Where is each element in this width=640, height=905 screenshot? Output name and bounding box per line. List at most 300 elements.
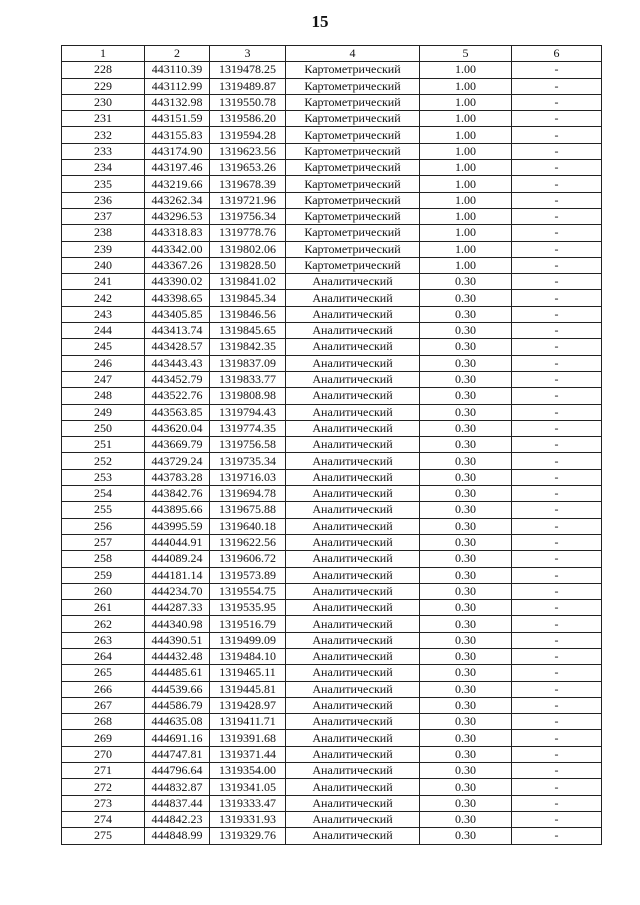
table-cell: 240 bbox=[62, 257, 145, 273]
table-row bbox=[62, 208, 602, 224]
table-cell: 444485.61 bbox=[145, 665, 210, 681]
table-cell: - bbox=[512, 730, 602, 746]
table-row bbox=[62, 600, 602, 616]
table-cell: 0.30 bbox=[420, 681, 512, 697]
table-cell: - bbox=[512, 795, 602, 811]
table-cell: Аналитический bbox=[286, 469, 420, 485]
table-cell: - bbox=[512, 811, 602, 827]
table-row bbox=[62, 697, 602, 713]
table-cell: 1319694.78 bbox=[210, 486, 286, 502]
table-cell: Аналитический bbox=[286, 371, 420, 387]
table-row bbox=[62, 616, 602, 632]
table-cell: 234 bbox=[62, 160, 145, 176]
table-cell: 1.00 bbox=[420, 257, 512, 273]
table-cell: 1319623.56 bbox=[210, 143, 286, 159]
table-cell: 443110.39 bbox=[145, 62, 210, 78]
table-cell: 0.30 bbox=[420, 746, 512, 762]
table-cell: 1319802.06 bbox=[210, 241, 286, 257]
table-cell: 444089.24 bbox=[145, 551, 210, 567]
table-cell: - bbox=[512, 274, 602, 290]
table-cell: 233 bbox=[62, 143, 145, 159]
table-cell: 1319489.87 bbox=[210, 78, 286, 94]
table-cell: 1319465.11 bbox=[210, 665, 286, 681]
table-cell: 254 bbox=[62, 486, 145, 502]
table-cell: 1319837.09 bbox=[210, 355, 286, 371]
table-cell: 1319845.65 bbox=[210, 323, 286, 339]
table-cell: - bbox=[512, 551, 602, 567]
table-cell: 443620.04 bbox=[145, 420, 210, 436]
table-cell: 238 bbox=[62, 225, 145, 241]
table-cell: - bbox=[512, 208, 602, 224]
table-cell: Аналитический bbox=[286, 632, 420, 648]
table-cell: Аналитический bbox=[286, 323, 420, 339]
table-cell: 229 bbox=[62, 78, 145, 94]
table-cell: 443112.99 bbox=[145, 78, 210, 94]
table-cell: 257 bbox=[62, 534, 145, 550]
table-cell: 1319828.50 bbox=[210, 257, 286, 273]
table-cell: - bbox=[512, 420, 602, 436]
table-cell: - bbox=[512, 111, 602, 127]
table-row bbox=[62, 62, 602, 78]
table-cell: 228 bbox=[62, 62, 145, 78]
table-cell: 269 bbox=[62, 730, 145, 746]
table-cell: - bbox=[512, 486, 602, 502]
table-body bbox=[62, 62, 602, 844]
table-cell: 0.30 bbox=[420, 616, 512, 632]
table-cell: - bbox=[512, 241, 602, 257]
table-cell: 232 bbox=[62, 127, 145, 143]
table-row bbox=[62, 469, 602, 485]
table-cell: 1319846.56 bbox=[210, 306, 286, 322]
column-header: 3 bbox=[210, 46, 286, 62]
table-row bbox=[62, 355, 602, 371]
table-cell: 0.30 bbox=[420, 665, 512, 681]
table-cell: Аналитический bbox=[286, 763, 420, 779]
table-cell: Картометрический bbox=[286, 241, 420, 257]
table-row bbox=[62, 746, 602, 762]
table-cell: 1319428.97 bbox=[210, 697, 286, 713]
table-cell: 265 bbox=[62, 665, 145, 681]
table-cell: 1.00 bbox=[420, 225, 512, 241]
table-cell: Картометрический bbox=[286, 94, 420, 110]
table-cell: 1.00 bbox=[420, 192, 512, 208]
table-cell: 0.30 bbox=[420, 632, 512, 648]
table-cell: 241 bbox=[62, 274, 145, 290]
table-cell: 0.30 bbox=[420, 469, 512, 485]
table-row bbox=[62, 437, 602, 453]
table-row bbox=[62, 388, 602, 404]
table-cell: Картометрический bbox=[286, 208, 420, 224]
table-cell: - bbox=[512, 632, 602, 648]
table-cell: - bbox=[512, 567, 602, 583]
table-cell: 444691.16 bbox=[145, 730, 210, 746]
table-cell: 245 bbox=[62, 339, 145, 355]
table-cell: - bbox=[512, 681, 602, 697]
table-cell: 0.30 bbox=[420, 763, 512, 779]
column-header: 5 bbox=[420, 46, 512, 62]
table-cell: 443296.53 bbox=[145, 208, 210, 224]
table-cell: Аналитический bbox=[286, 355, 420, 371]
table-cell: 1319606.72 bbox=[210, 551, 286, 567]
table-cell: Аналитический bbox=[286, 779, 420, 795]
table-cell: 443174.90 bbox=[145, 143, 210, 159]
table-row bbox=[62, 534, 602, 550]
table-cell: - bbox=[512, 746, 602, 762]
table-cell: - bbox=[512, 78, 602, 94]
column-header: 1 bbox=[62, 46, 145, 62]
table-cell: 444586.79 bbox=[145, 697, 210, 713]
table-cell: - bbox=[512, 290, 602, 306]
table-cell: Картометрический bbox=[286, 143, 420, 159]
table-cell: Картометрический bbox=[286, 111, 420, 127]
table-cell: 443197.46 bbox=[145, 160, 210, 176]
table-cell: Аналитический bbox=[286, 290, 420, 306]
table-cell: - bbox=[512, 404, 602, 420]
table-row bbox=[62, 241, 602, 257]
table-cell: Аналитический bbox=[286, 730, 420, 746]
table-row bbox=[62, 111, 602, 127]
table-cell: - bbox=[512, 518, 602, 534]
table-row bbox=[62, 795, 602, 811]
table-row bbox=[62, 632, 602, 648]
table-cell: 1319331.93 bbox=[210, 811, 286, 827]
table-cell: Аналитический bbox=[286, 453, 420, 469]
table-cell: 444044.91 bbox=[145, 534, 210, 550]
table-cell: 444747.81 bbox=[145, 746, 210, 762]
table-cell: - bbox=[512, 355, 602, 371]
table-cell: Аналитический bbox=[286, 714, 420, 730]
table-cell: 1.00 bbox=[420, 241, 512, 257]
table-cell: 443842.76 bbox=[145, 486, 210, 502]
table-cell: 0.30 bbox=[420, 274, 512, 290]
table-cell: - bbox=[512, 453, 602, 469]
table-cell: Аналитический bbox=[286, 518, 420, 534]
table-cell: 0.30 bbox=[420, 371, 512, 387]
table-cell: 0.30 bbox=[420, 453, 512, 469]
table-cell: 444390.51 bbox=[145, 632, 210, 648]
table-cell: 0.30 bbox=[420, 714, 512, 730]
table-cell: 1319716.03 bbox=[210, 469, 286, 485]
table-cell: 443452.79 bbox=[145, 371, 210, 387]
table-cell: 237 bbox=[62, 208, 145, 224]
table-cell: 244 bbox=[62, 323, 145, 339]
table-cell: Аналитический bbox=[286, 811, 420, 827]
table-cell: 443262.34 bbox=[145, 192, 210, 208]
table-row bbox=[62, 404, 602, 420]
table-cell: 258 bbox=[62, 551, 145, 567]
table-cell: 249 bbox=[62, 404, 145, 420]
table-cell: Аналитический bbox=[286, 828, 420, 844]
table-cell: 1319808.98 bbox=[210, 388, 286, 404]
table-cell: 1319756.58 bbox=[210, 437, 286, 453]
table-cell: 443783.28 bbox=[145, 469, 210, 485]
table-cell: 444432.48 bbox=[145, 648, 210, 664]
table-cell: - bbox=[512, 257, 602, 273]
table-cell: Картометрический bbox=[286, 78, 420, 94]
table-cell: 1319484.10 bbox=[210, 648, 286, 664]
table-cell: 1319341.05 bbox=[210, 779, 286, 795]
table-cell: 0.30 bbox=[420, 306, 512, 322]
table-cell: 263 bbox=[62, 632, 145, 648]
table-cell: 0.30 bbox=[420, 600, 512, 616]
table-cell: - bbox=[512, 306, 602, 322]
table-cell: 252 bbox=[62, 453, 145, 469]
table-cell: Аналитический bbox=[286, 681, 420, 697]
table-cell: 1319841.02 bbox=[210, 274, 286, 290]
table-cell: - bbox=[512, 583, 602, 599]
table-cell: 444539.66 bbox=[145, 681, 210, 697]
table-cell: Аналитический bbox=[286, 795, 420, 811]
table-cell: - bbox=[512, 94, 602, 110]
table-cell: Картометрический bbox=[286, 257, 420, 273]
column-header: 6 bbox=[512, 46, 602, 62]
table-cell: - bbox=[512, 600, 602, 616]
table-cell: 1319842.35 bbox=[210, 339, 286, 355]
table-cell: Аналитический bbox=[286, 583, 420, 599]
table-cell: 236 bbox=[62, 192, 145, 208]
table-cell: Аналитический bbox=[286, 648, 420, 664]
table-row bbox=[62, 143, 602, 159]
table-cell: 1319678.39 bbox=[210, 176, 286, 192]
table-cell: 1319594.28 bbox=[210, 127, 286, 143]
table-cell: 0.30 bbox=[420, 730, 512, 746]
table-cell: - bbox=[512, 648, 602, 664]
table-cell: - bbox=[512, 143, 602, 159]
table-cell: Аналитический bbox=[286, 306, 420, 322]
table-cell: - bbox=[512, 388, 602, 404]
table-cell: 1.00 bbox=[420, 62, 512, 78]
table-cell: 443895.66 bbox=[145, 502, 210, 518]
table-cell: 0.30 bbox=[420, 486, 512, 502]
table-row bbox=[62, 192, 602, 208]
table-cell: 0.30 bbox=[420, 290, 512, 306]
table-row bbox=[62, 257, 602, 273]
table-cell: 1.00 bbox=[420, 78, 512, 94]
table-cell: 1319371.44 bbox=[210, 746, 286, 762]
table-cell: - bbox=[512, 437, 602, 453]
table-cell: 0.30 bbox=[420, 388, 512, 404]
table-cell: 262 bbox=[62, 616, 145, 632]
table-row bbox=[62, 453, 602, 469]
table-cell: 256 bbox=[62, 518, 145, 534]
table-cell: 0.30 bbox=[420, 502, 512, 518]
table-cell: - bbox=[512, 62, 602, 78]
table-cell: 274 bbox=[62, 811, 145, 827]
table-cell: 250 bbox=[62, 420, 145, 436]
table-cell: 242 bbox=[62, 290, 145, 306]
table-cell: 270 bbox=[62, 746, 145, 762]
table-cell: 1.00 bbox=[420, 143, 512, 159]
table-cell: 268 bbox=[62, 714, 145, 730]
table-cell: 1319778.76 bbox=[210, 225, 286, 241]
table-cell: Аналитический bbox=[286, 388, 420, 404]
table-cell: 1319774.35 bbox=[210, 420, 286, 436]
table-cell: - bbox=[512, 763, 602, 779]
table-cell: - bbox=[512, 339, 602, 355]
table-cell: 443428.57 bbox=[145, 339, 210, 355]
table-cell: Аналитический bbox=[286, 665, 420, 681]
table-cell: 1.00 bbox=[420, 111, 512, 127]
table-cell: 443390.02 bbox=[145, 274, 210, 290]
column-header: 2 bbox=[145, 46, 210, 62]
table-cell: 0.30 bbox=[420, 355, 512, 371]
table-cell: 0.30 bbox=[420, 567, 512, 583]
table-cell: 1319354.00 bbox=[210, 763, 286, 779]
table-cell: 444796.64 bbox=[145, 763, 210, 779]
table-cell: - bbox=[512, 469, 602, 485]
table-cell: - bbox=[512, 323, 602, 339]
table-cell: 231 bbox=[62, 111, 145, 127]
table-cell: Картометрический bbox=[286, 192, 420, 208]
table-row bbox=[62, 828, 602, 844]
table-cell: 1319794.43 bbox=[210, 404, 286, 420]
table-row bbox=[62, 486, 602, 502]
table-row bbox=[62, 127, 602, 143]
table-row bbox=[62, 176, 602, 192]
table-row bbox=[62, 274, 602, 290]
table-cell: 246 bbox=[62, 355, 145, 371]
table-row bbox=[62, 583, 602, 599]
table-cell: Аналитический bbox=[286, 339, 420, 355]
table-row bbox=[62, 681, 602, 697]
table-cell: Аналитический bbox=[286, 534, 420, 550]
table-cell: 0.30 bbox=[420, 583, 512, 599]
table-cell: 443995.59 bbox=[145, 518, 210, 534]
table-cell: Аналитический bbox=[286, 600, 420, 616]
table-row bbox=[62, 420, 602, 436]
table-cell: Аналитический bbox=[286, 404, 420, 420]
table-cell: 261 bbox=[62, 600, 145, 616]
table-cell: 0.30 bbox=[420, 437, 512, 453]
table-cell: 0.30 bbox=[420, 648, 512, 664]
table-cell: 1319554.75 bbox=[210, 583, 286, 599]
table-cell: Аналитический bbox=[286, 437, 420, 453]
table-cell: 1319535.95 bbox=[210, 600, 286, 616]
table-cell: 1319333.47 bbox=[210, 795, 286, 811]
table-cell: - bbox=[512, 371, 602, 387]
table-cell: - bbox=[512, 665, 602, 681]
table-cell: 443405.85 bbox=[145, 306, 210, 322]
table-cell: 444234.70 bbox=[145, 583, 210, 599]
table-cell: - bbox=[512, 828, 602, 844]
table-row bbox=[62, 371, 602, 387]
table-cell: 271 bbox=[62, 763, 145, 779]
table-cell: 1319675.88 bbox=[210, 502, 286, 518]
table-cell: 443342.00 bbox=[145, 241, 210, 257]
table-cell: 1319550.78 bbox=[210, 94, 286, 110]
table-cell: Аналитический bbox=[286, 502, 420, 518]
table-cell: 1319478.25 bbox=[210, 62, 286, 78]
table-cell: Аналитический bbox=[286, 274, 420, 290]
table-cell: 443151.59 bbox=[145, 111, 210, 127]
table-cell: 444842.23 bbox=[145, 811, 210, 827]
table-cell: 1319756.34 bbox=[210, 208, 286, 224]
table-row bbox=[62, 714, 602, 730]
table-cell: 1319586.20 bbox=[210, 111, 286, 127]
column-header: 4 bbox=[286, 46, 420, 62]
table-cell: 1319622.56 bbox=[210, 534, 286, 550]
table-cell: 1319516.79 bbox=[210, 616, 286, 632]
table-cell: Картометрический bbox=[286, 160, 420, 176]
table-cell: 1319499.09 bbox=[210, 632, 286, 648]
table-cell: 443729.24 bbox=[145, 453, 210, 469]
table-cell: 1319845.34 bbox=[210, 290, 286, 306]
table-cell: - bbox=[512, 697, 602, 713]
table-cell: - bbox=[512, 127, 602, 143]
table-cell: 443522.76 bbox=[145, 388, 210, 404]
table-cell: 0.30 bbox=[420, 323, 512, 339]
table-cell: Картометрический bbox=[286, 225, 420, 241]
page-number: 15 bbox=[311, 12, 329, 31]
table-cell: 443669.79 bbox=[145, 437, 210, 453]
table-cell: 1319833.77 bbox=[210, 371, 286, 387]
table-cell: 253 bbox=[62, 469, 145, 485]
table-cell: 1.00 bbox=[420, 208, 512, 224]
table-cell: Картометрический bbox=[286, 62, 420, 78]
table-cell: Аналитический bbox=[286, 746, 420, 762]
table-cell: - bbox=[512, 192, 602, 208]
table-cell: 243 bbox=[62, 306, 145, 322]
table-cell: 444340.98 bbox=[145, 616, 210, 632]
table-cell: 266 bbox=[62, 681, 145, 697]
table-header-row bbox=[62, 46, 602, 62]
table-cell: - bbox=[512, 225, 602, 241]
table-cell: 0.30 bbox=[420, 534, 512, 550]
table-row bbox=[62, 567, 602, 583]
table-cell: 255 bbox=[62, 502, 145, 518]
table-row bbox=[62, 518, 602, 534]
table-cell: - bbox=[512, 616, 602, 632]
table-cell: Аналитический bbox=[286, 420, 420, 436]
table-cell: Аналитический bbox=[286, 551, 420, 567]
table-cell: 0.30 bbox=[420, 795, 512, 811]
table-row bbox=[62, 339, 602, 355]
table-cell: 275 bbox=[62, 828, 145, 844]
table-row bbox=[62, 648, 602, 664]
table-cell: 1319445.81 bbox=[210, 681, 286, 697]
table-cell: 443413.74 bbox=[145, 323, 210, 339]
table-cell: 1319653.26 bbox=[210, 160, 286, 176]
table-row bbox=[62, 225, 602, 241]
table-cell: 444848.99 bbox=[145, 828, 210, 844]
table-cell: 444287.33 bbox=[145, 600, 210, 616]
table-cell: - bbox=[512, 714, 602, 730]
table-row bbox=[62, 763, 602, 779]
table-cell: 247 bbox=[62, 371, 145, 387]
table-cell: 443155.83 bbox=[145, 127, 210, 143]
table-cell: 1.00 bbox=[420, 94, 512, 110]
table-row bbox=[62, 811, 602, 827]
table-cell: 1319411.71 bbox=[210, 714, 286, 730]
table-cell: Аналитический bbox=[286, 567, 420, 583]
table-cell: 273 bbox=[62, 795, 145, 811]
table-cell: 444635.08 bbox=[145, 714, 210, 730]
table-cell: 444832.87 bbox=[145, 779, 210, 795]
table-cell: - bbox=[512, 160, 602, 176]
table-row bbox=[62, 94, 602, 110]
table-cell: 1319329.76 bbox=[210, 828, 286, 844]
table-cell: - bbox=[512, 176, 602, 192]
table-cell: 1319735.34 bbox=[210, 453, 286, 469]
table-cell: 1319391.68 bbox=[210, 730, 286, 746]
table-cell: 267 bbox=[62, 697, 145, 713]
table-cell: 1.00 bbox=[420, 160, 512, 176]
table-cell: - bbox=[512, 534, 602, 550]
table-cell: 0.30 bbox=[420, 420, 512, 436]
table-cell: 443367.26 bbox=[145, 257, 210, 273]
table-row bbox=[62, 290, 602, 306]
table-cell: 260 bbox=[62, 583, 145, 599]
